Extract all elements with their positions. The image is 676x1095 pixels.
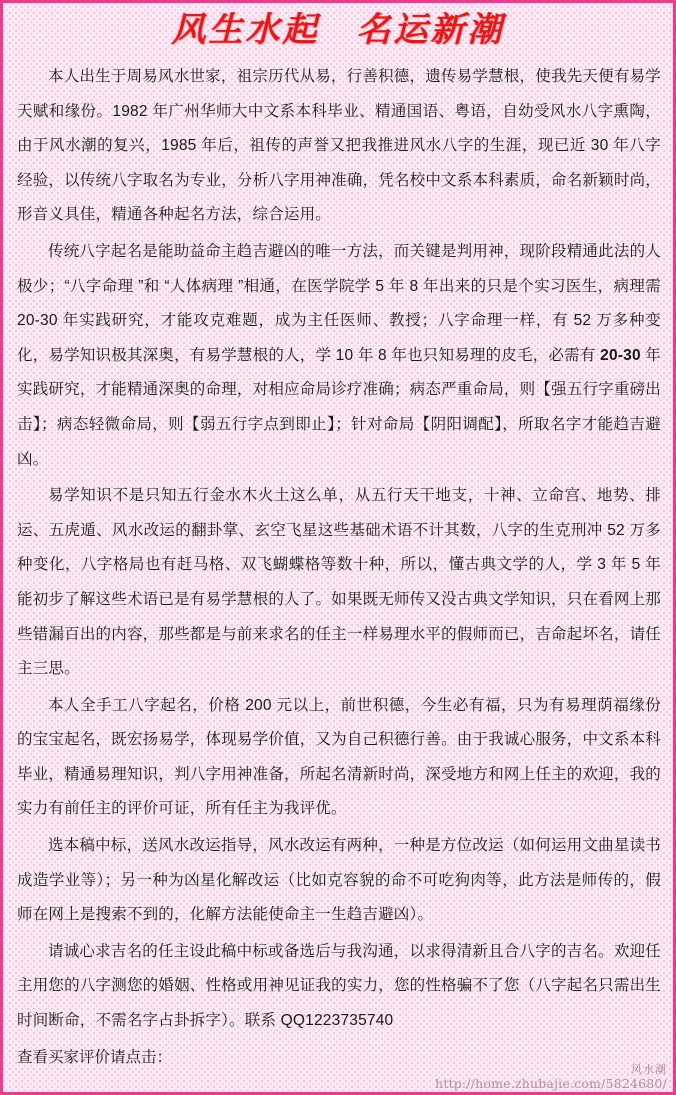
watermark-name: 风水潮 [631, 1062, 667, 1076]
paragraph-5: 选本稿中标，送风水改运指导，风水改运有两种，一种是方位改运（如何运用文曲星读书成造学业等）；另一种为凶星化解改运（比如克容貌的命不可吃狗肉等，此方法是师传的，假师在网上是搜索不到的，化解方法能使命主一生趋吉避凶）。 [17, 837, 661, 924]
page-title: 风生水起 名运新潮 [171, 10, 505, 50]
paragraph-4: 本人全手工八字起名，价格 200 元以上，前世积德，今生必有福，只为有易理荫福缘份的宝宝起名，既宏扬易学，体现易学价值，又为自己积德行善。由于我诚心服务，中文系本科毕业，精通易理知识，判八字用神准备，所起名清新时尚，深受地方和网上任主的欢迎，我的实力有前任主的评价可证，所有任主为我评优。 [17, 696, 661, 818]
banner [3, 0, 673, 58]
paragraph-6: 请诚心求吉名的任主设此稿中标或备选后与我沟通，以求得清新且合八字的吉名。欢迎任主用您的八字测您的婚姻、性格或用神见证我的实力，您的性格骗不了您（八字起名只需出生时间断命，不需名字占卦拆字）。联系 QQ1223735740 [17, 942, 661, 1030]
watermark-url: http://home.zhubajie.com/5824680/ [435, 1075, 667, 1091]
paragraph-3: 易学知识不是只知五行金水木火土这么单，从五行天干地支，十神、立命宫、地势、排运、五虎遁、风水改运的翻卦掌、玄空飞星这些基础术语不计其数，八字的生克刑冲 52 万多种变化，八字格局也有赶马格、双飞蝴蝶格等数十种，所以，懂古典文学的人，学 3 年 5 年能初步了解这些术语已是有易学慧根的人了。如果既无师传又没古典文学知识，只在看网上那些错漏百出的内容，那些都是与前来求名的任主一样易理水平的假师而已，吉命起坏名，请任主三思。 [17, 487, 661, 678]
article-body [3, 58, 673, 1039]
paragraph-1: 本人出生于周易风水世家，祖宗历代从易，行善积德，遗传易学慧根，使我先天便有易学天赋和缘份。1982 年广州华师大中文系本科毕业、精通国语、粤语，自幼受风水八字熏陶，由于风水潮的复兴，1985 年后，祖传的声誉又把我推进风水八字的生涯，现已近 30 年八字经验，以传统八字取名为专业，分析八字用神准确，凭名校中文系本科素质，命名新颖时尚，形音义具佳，精通各种起名方法，综合运用。 [17, 68, 661, 224]
paragraph-2: 传统八字起名是能助益命主趋吉避凶的唯一方法，而关键是判用神，现阶段精通此法的人极少；“八字命理 ”和 “人体病理 ”相通，在医学院学 5 年 8 年出来的只是个实习医生，病理需 20-30 年实践研究，才能攻克难题，成为主任医师、教授；八字命理一样，有 52 万多种变化，易学知识极其深奥，有易学慧根的人，学 10 年 8 年也只知易理的皮毛，必需有 20-30 年实践研究，才能精通深奥的命理，对相应命局诊疗准确；病态严重命局，则【强五行字重磅出击】；病态轻微命局，则【弱五行字点到即止】；针对命局【阴阳调配】，所取名字才能趋吉避凶。 [17, 242, 661, 468]
buyer-reviews-prompt: 查看买家评价请点击： [17, 1048, 173, 1066]
